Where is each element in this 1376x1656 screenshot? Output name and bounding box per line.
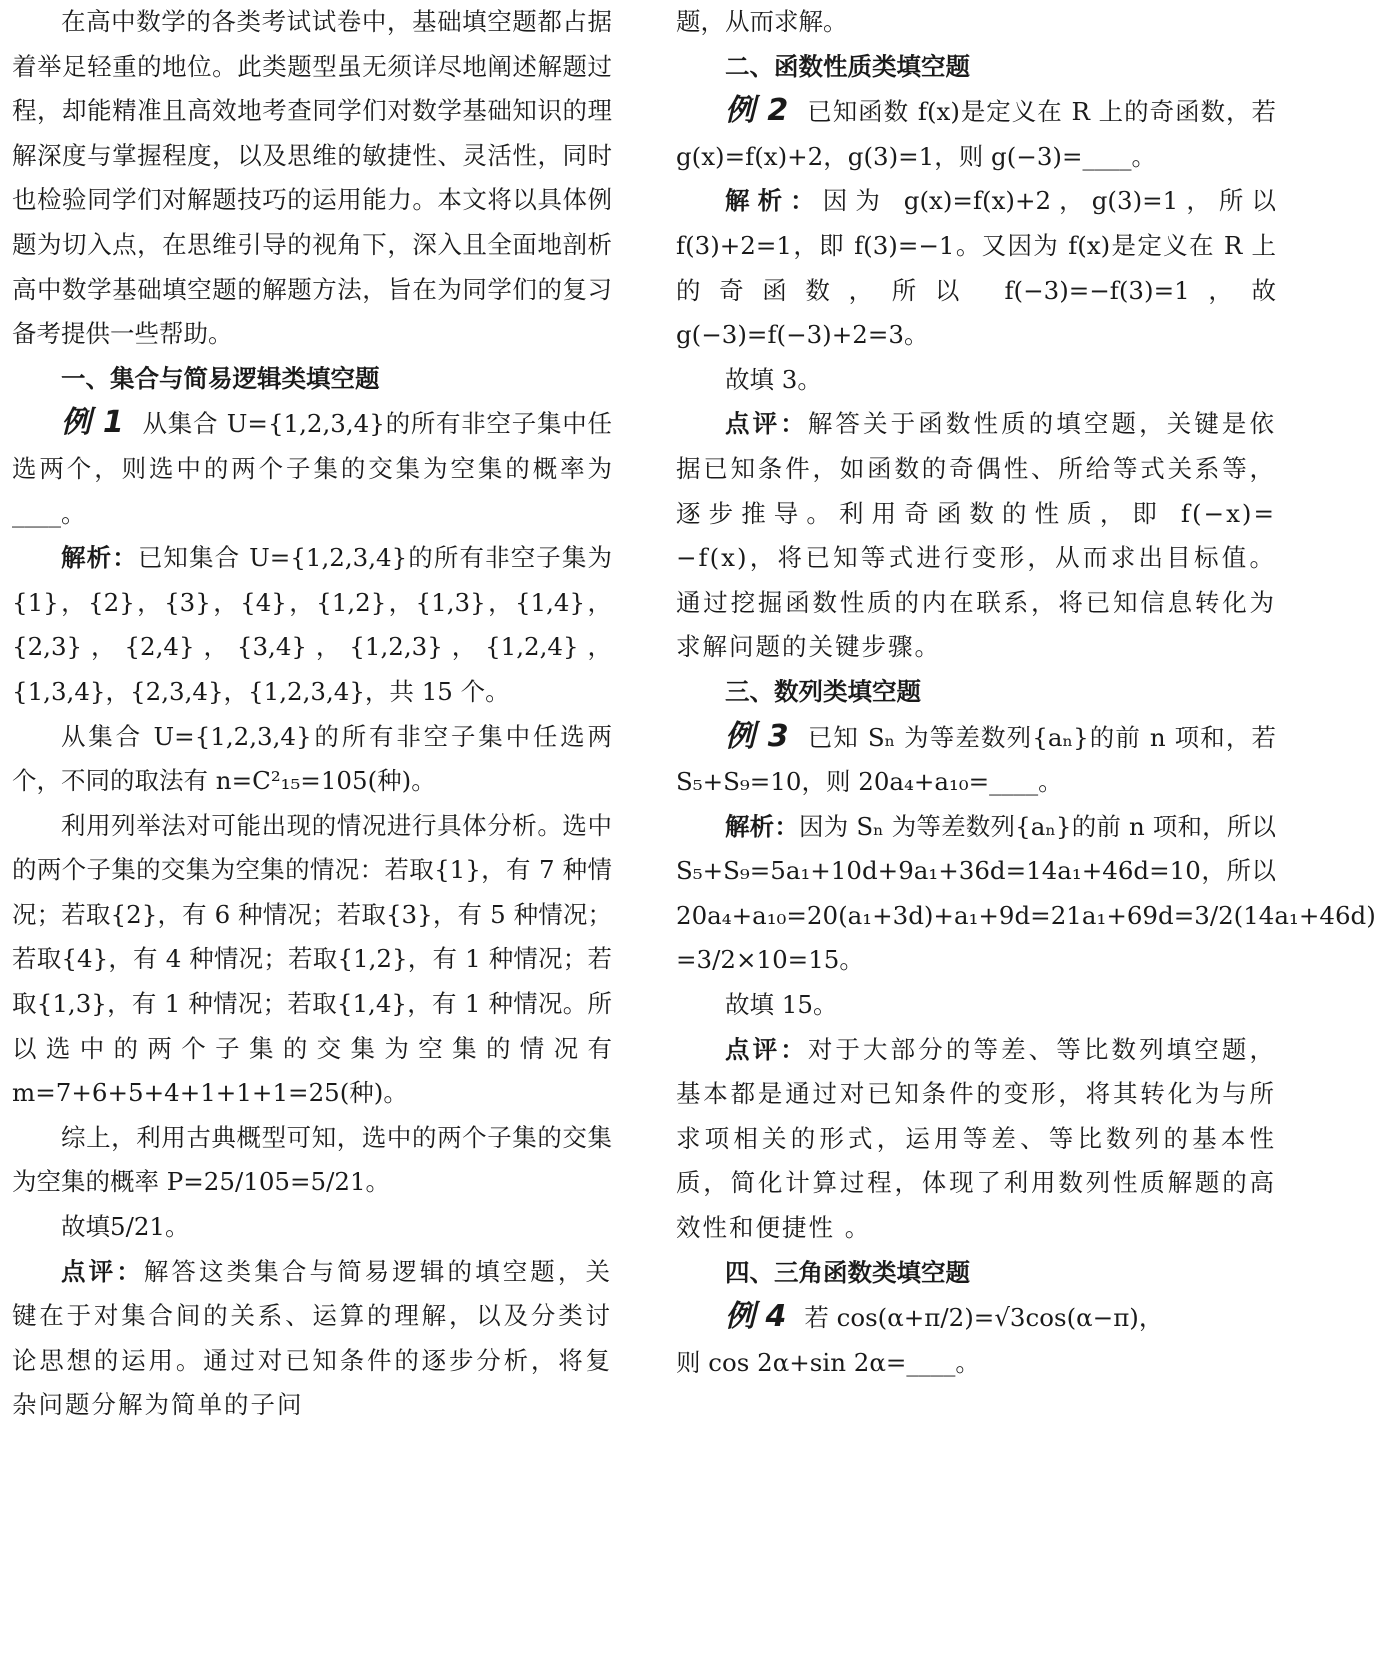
example-4-text: 若 cos(α+π/2)=√3cos(α−π)， <box>804 1303 1164 1333</box>
analysis-text: 因为 g(x)=f(x)+2，g(3)=1，所以 f(3)+2=1，即 f(3)=−1。又因为 f(x)是定义在 R 上的奇函数，所以 f(−3)=−f(3)=1，故 g(−3)=f(−3)+2=3。 <box>676 186 1277 350</box>
continuation-text: 题，从而求解。 <box>676 7 848 36</box>
example-3-remark <box>676 1028 1276 1251</box>
section-heading-sequences: 三、数列类填空题 <box>725 676 921 706</box>
analysis-label: 解析： <box>725 811 800 841</box>
example-1-analysis-3: 利用列举法对可能出现的情况进行具体分析。选中的两个子集的交集为空集的情况：若取{1}，有 7 种情况；若取{2}，有 6 种情况；若取{3}，有 5 种情况；若取{4}，有 4 种情况；若取{1,2}，有 1 种情况；若取{1,3}，有 1 种情况；若取{1,4}，有 1 种情况。所以选中的两个子集的交集为空集的情况有 m=7+6+5+4+1+1+1=25(种)。 <box>12 810 612 1108</box>
remark-text: 解答这类集合与简易逻辑的填空题，关键在于对集合间的关系、运算的理解，以及分类讨论思想的运用。通过对已知条件的逐步分析，将复杂问题分解为简单的子问 <box>12 1256 613 1420</box>
analysis-text: 因为 Sₙ 为等差数列{aₙ}的前 n 项和，所以 S₅+S₉=5a₁+10d+9a₁+36d=14a₁+46d=10，所以 20a₄+a₁₀=20(a₁+3d)+a₁+9d=21a₁+69d=3/2(14a₁+46d) <box>676 811 1376 930</box>
example-1-label: 例 1 <box>61 405 124 441</box>
analysis-label: 解析： <box>725 186 823 216</box>
example-1-text: 从集合 U={1,2,3,4}的所有非空子集中任选两个，则选中的两个子集的交集为空集的概率为____。 <box>12 409 612 528</box>
example-3-label: 例 3 <box>725 718 789 754</box>
example-1-analysis <box>12 536 612 714</box>
example-2-text: 已知函数 f(x)是定义在 R 上的奇函数，若 g(x)=f(x)+2，g(3)=1，则 g(−3)=____。 <box>676 97 1276 171</box>
analysis-label: 解析： <box>61 543 138 573</box>
example-3-analysis <box>676 805 1376 939</box>
example-4-label: 例 4 <box>725 1299 787 1335</box>
remark-label: 点评： <box>725 1034 808 1064</box>
example-1-answer: 故填5/21。 <box>61 1212 190 1242</box>
example-2-analysis <box>676 179 1276 357</box>
example-4-text-2: 则 cos 2α+sin 2α=____。 <box>676 1347 980 1377</box>
example-2 <box>676 89 1276 179</box>
remark-text: 对于大部分的等差、等比数列填空题，基本都是通过对已知条件的变形，将其转化为与所求项相关的形式，运用等差、等比数列的基本性质，简化计算过程，体现了利用数列性质解题的高效性和便捷性 。 <box>676 1034 1277 1243</box>
example-3-answer: 故填 15。 <box>725 990 838 1020</box>
example-3 <box>676 715 1276 805</box>
example-2-remark <box>676 402 1276 670</box>
example-1-analysis-2: 从集合 U={1,2,3,4}的所有非空子集中任选两个，不同的取法有 n=C²₁₅=105(种)。 <box>12 721 612 796</box>
example-4 <box>676 1295 1276 1341</box>
section-heading-trigonometry: 四、三角函数类填空题 <box>725 1257 970 1287</box>
example-1 <box>12 401 612 536</box>
example-1-remark <box>12 1250 612 1428</box>
section-heading-sets: 一、集合与简易逻辑类填空题 <box>61 363 380 393</box>
example-3-analysis-2: =3/2×10=15。 <box>676 945 864 975</box>
remark-text: 解答关于函数性质的填空题，关键是依据已知条件，如函数的奇偶性、所给等式关系等，逐步推导。利用奇函数的性质，即 f(−x)= −f(x)，将已知等式进行变形，从而求出目标值。通过挖掘函数性质的内在联系，将已知信息转化为求解问题的关键步骤。 <box>676 409 1277 662</box>
right-column <box>676 0 1376 1656</box>
example-2-label: 例 2 <box>725 93 789 129</box>
remark-label: 点评： <box>61 1256 144 1286</box>
section-heading-functions: 二、函数性质类填空题 <box>725 51 970 81</box>
remark-label: 点评： <box>725 409 808 439</box>
left-column <box>12 0 612 1656</box>
example-1-analysis-4: 综上，利用古典概型可知，选中的两个子集的交集为空集的概率 P=25/105=5/21。 <box>12 1122 612 1197</box>
intro-paragraph: 在高中数学的各类考试试卷中，基础填空题都占据着举足轻重的地位。此类题型虽无须详尽地阐述解题过程，却能精准且高效地考查同学们对数学基础知识的理解深度与掌握程度，以及思维的敏捷性、灵活性，同时也检验同学们对解题技巧的运用能力。本文将以具体例题为切入点，在思维引导的视角下，深入且全面地剖析高中数学基础填空题的解题方法，旨在为同学们的复习备考提供一些帮助。 <box>12 7 612 349</box>
example-3-text: 已知 Sₙ 为等差数列{aₙ}的前 n 项和，若 S₅+S₉=10，则 20a₄+a₁₀=____。 <box>676 722 1276 797</box>
example-2-answer: 故填 3。 <box>725 364 822 394</box>
analysis-text: 已知集合 U={1,2,3,4}的所有非空子集为{1}，{2}，{3}，{4}，{1,2}，{1,3}，{1,4}，{2,3}，{2,4}，{3,4}，{1,2,3}，{1,2,4}，{1,3,4}，{2,3,4}，{1,2,3,4}，共 15 个。 <box>12 543 612 706</box>
